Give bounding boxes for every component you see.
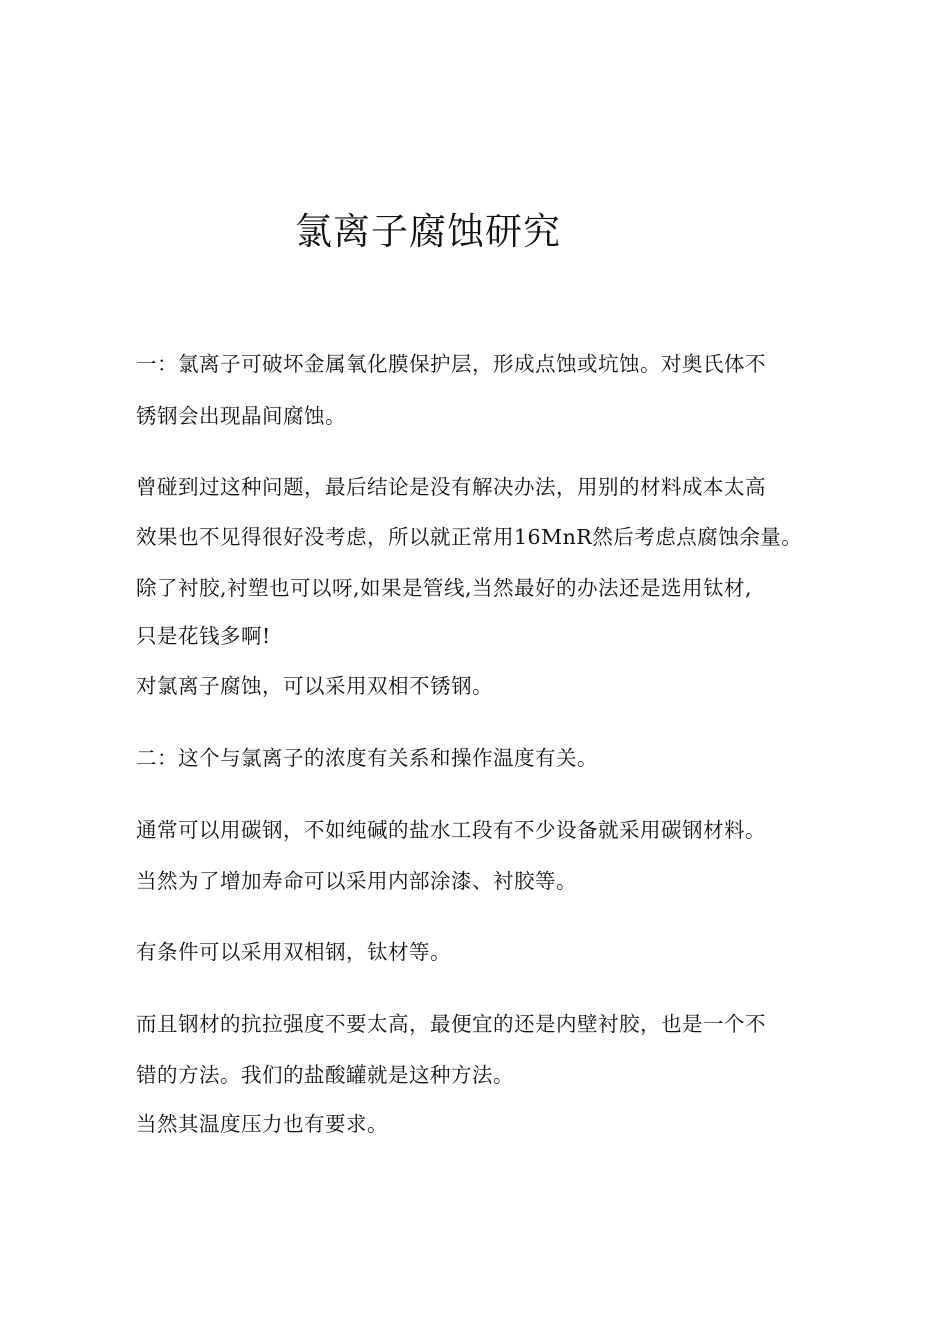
paragraph-line: 二：这个与氯离子的浓度有关系和操作温度有关。 bbox=[136, 746, 598, 770]
paragraph-line: 当然为了增加寿命可以采用内部涂漆、衬胶等。 bbox=[136, 869, 577, 893]
paragraph-line: 一：氯离子可破坏金属氧化膜保护层，形成点蚀或坑蚀。对奥氏体不 bbox=[136, 352, 766, 376]
page-title: 氯离子腐蚀研究 bbox=[295, 210, 561, 253]
paragraph-line: 曾碰到过这种问题，最后结论是没有解决办法，用别的材料成本太高 bbox=[136, 475, 766, 499]
paragraph-line: 错的方法。我们的盐酸罐就是这种方法。 bbox=[136, 1063, 514, 1087]
paragraph-line: 锈钢会出现晶间腐蚀。 bbox=[136, 404, 346, 428]
paragraph-line: 对氯离子腐蚀，可以采用双相不锈钢。 bbox=[136, 674, 493, 698]
paragraph-line: 除了衬胶,衬塑也可以呀,如果是管线,当然最好的办法还是选用钛材, bbox=[136, 576, 753, 600]
paragraph-line: 而且钢材的抗拉强度不要太高，最便宜的还是内壁衬胶，也是一个不 bbox=[136, 1012, 766, 1036]
paragraph-line: 当然其温度压力也有要求。 bbox=[136, 1112, 388, 1136]
paragraph-line: 有条件可以采用双相钢，钛材等。 bbox=[136, 940, 451, 964]
paragraph-line: 通常可以用碳钢，不如纯碱的盐水工段有不少设备就采用碳钢材料。 bbox=[136, 818, 766, 842]
paragraph-line: 只是花钱多啊! bbox=[136, 624, 271, 648]
paragraph-line: 效果也不见得很好没考虑，所以就正常用16MnR然后考虑点腐蚀余量。 bbox=[136, 525, 803, 549]
